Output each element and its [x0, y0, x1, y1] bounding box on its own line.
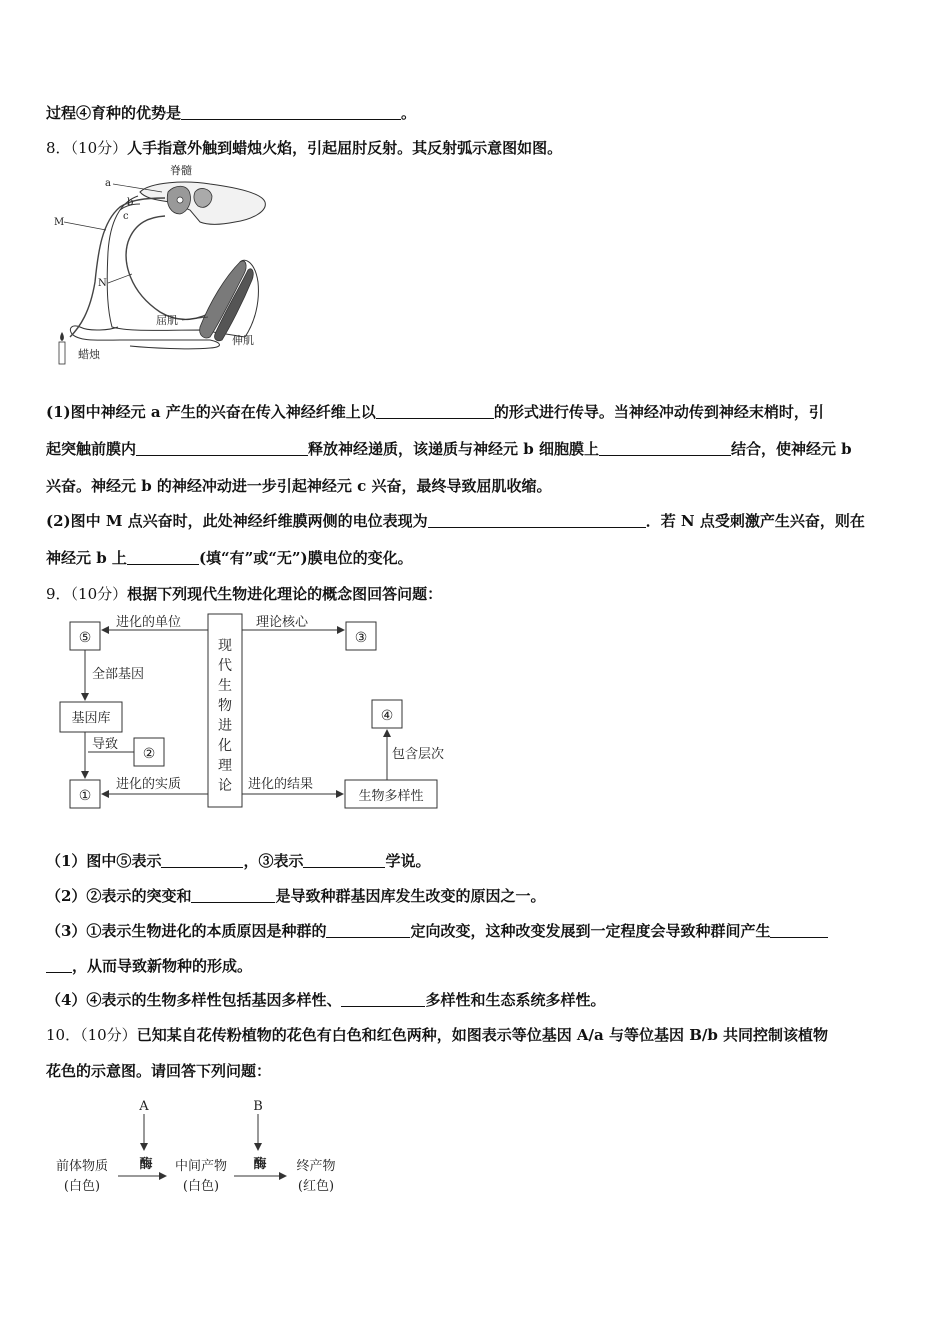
svg-text:理: 理	[218, 758, 232, 774]
edge-all-genes: 全部基因	[92, 667, 145, 682]
node-biodiversity: 生物多样性	[358, 789, 424, 804]
answer-blank[interactable]	[161, 852, 243, 868]
q9-part3-line1: （3）①表示生物进化的本质原因是种群的 定向改变，这种改变发展到一定程度会导致种群间产生	[46, 920, 828, 942]
enzyme-1-label: 酶	[139, 1157, 153, 1172]
svg-text:物: 物	[218, 698, 232, 714]
flower-color-pathway	[48, 1098, 358, 1208]
label-M: M	[54, 217, 65, 228]
q9-part2: （2）②表示的突变和 是导致种群基因库发生改变的原因之一。	[46, 887, 546, 905]
edge-result: 进化的结果	[248, 777, 314, 792]
final-product-color: (红色)	[297, 1179, 335, 1194]
node-1: ①	[78, 788, 92, 804]
q9-part3-line2: ，从而导致新物种的形成。	[46, 955, 252, 977]
precursor-color: (白色)	[63, 1179, 101, 1194]
edge-core: 理论核心	[256, 615, 309, 630]
q9-part4: （4）④表示的生物多样性包括基因多样性、 多样性和生态系统多样性。	[46, 991, 606, 1009]
precursor-label: 前体物质	[55, 1159, 109, 1174]
answer-blank[interactable]	[376, 403, 494, 419]
q8-part1-line1: (1)图中神经元 a 产生的兴奋在传入神经纤维上以 的形式进行传导。当神经冲动传到神经末梢时，引	[46, 403, 824, 421]
efferent-nerve	[126, 216, 215, 319]
label-spinal-cord: 脊髓	[170, 164, 192, 177]
answer-blank[interactable]	[191, 887, 275, 903]
edge-levels: 包含层次	[392, 747, 445, 762]
label-flexor: 屈肌	[156, 314, 178, 327]
svg-text:论: 论	[218, 778, 232, 794]
q10-stem-line1: 10．（10分）已知某自花传粉植物的花色有白色和红色两种，如图表示等位基因 A/a 与等位基因 B/b 共同控制该植物	[46, 1026, 829, 1044]
gene-A-label: A	[139, 1099, 149, 1114]
answer-blank[interactable]	[303, 852, 385, 868]
answer-blank[interactable]	[341, 991, 425, 1007]
q8-part1-line3: 兴奋。神经元 b 的神经冲动进一步引起神经元 c 兴奋，最终导致屈肌收缩。	[46, 477, 552, 495]
answer-blank[interactable]	[181, 104, 401, 120]
label-c: c	[123, 211, 129, 222]
answer-blank[interactable]	[326, 922, 410, 938]
q9-part1: （1）图中⑤表示 ，③表示 学说。	[46, 852, 431, 870]
intermediate-color: (白色)	[182, 1179, 220, 1194]
svg-text:化: 化	[218, 738, 232, 754]
label-extensor: 伸肌	[232, 334, 254, 347]
label-N: N	[98, 278, 107, 289]
svg-text:生: 生	[218, 678, 232, 694]
node-4: ④	[380, 708, 394, 724]
node-2: ②	[142, 746, 156, 762]
node-gene-pool: 基因库	[71, 711, 111, 726]
q7-tail-line: 过程④育种的优势是 。	[46, 104, 417, 122]
intermediate-label: 中间产物	[174, 1159, 228, 1174]
q8-part2-line1: (2)图中 M 点兴奋时，此处神经纤维膜两侧的电位表现为 ．若 N 点受刺激产生兴奋，则在	[46, 512, 865, 530]
flame-icon	[60, 332, 64, 341]
q9-stem: 9．（10分）根据下列现代生物进化理论的概念图回答问题：	[46, 585, 443, 603]
node-3: ③	[354, 630, 368, 646]
q8-part2-line2: 神经元 b 上 (填“有”或“无”)膜电位的变化。	[46, 549, 413, 567]
candle	[59, 342, 65, 364]
gene-B-label: B	[253, 1099, 263, 1114]
answer-blank[interactable]	[136, 440, 308, 456]
q8-stem: 8．（10分）人手指意外触到蜡烛火焰，引起屈肘反射。其反射弧示意图如图。	[46, 139, 563, 157]
edge-unit: 进化的单位	[116, 615, 182, 630]
answer-blank[interactable]	[46, 957, 72, 973]
edge-lead-to: 导致	[92, 737, 119, 752]
edge-essence: 进化的实质	[116, 777, 182, 792]
answer-blank[interactable]	[127, 549, 199, 565]
reflex-arc-figure	[50, 162, 280, 372]
svg-text:代: 代	[218, 658, 232, 674]
answer-blank[interactable]	[428, 512, 646, 528]
svg-text:进: 进	[218, 718, 232, 734]
label-candle: 蜡烛	[78, 348, 100, 361]
q10-stem-line2: 花色的示意图。请回答下列问题：	[46, 1062, 272, 1080]
label-b: b	[127, 197, 134, 208]
q8-part1-line2: 起突触前膜内 释放神经递质，该递质与神经元 b 细胞膜上 结合，使神经元 b	[46, 440, 852, 458]
answer-blank[interactable]	[599, 440, 731, 456]
answer-blank[interactable]	[770, 922, 828, 938]
label-a: a	[105, 178, 111, 189]
enzyme-2-label: 酶	[253, 1157, 267, 1172]
evolution-concept-map	[50, 610, 470, 815]
svg-text:现: 现	[218, 638, 232, 654]
node-5: ⑤	[78, 630, 92, 646]
final-product-label: 终产物	[296, 1159, 336, 1174]
